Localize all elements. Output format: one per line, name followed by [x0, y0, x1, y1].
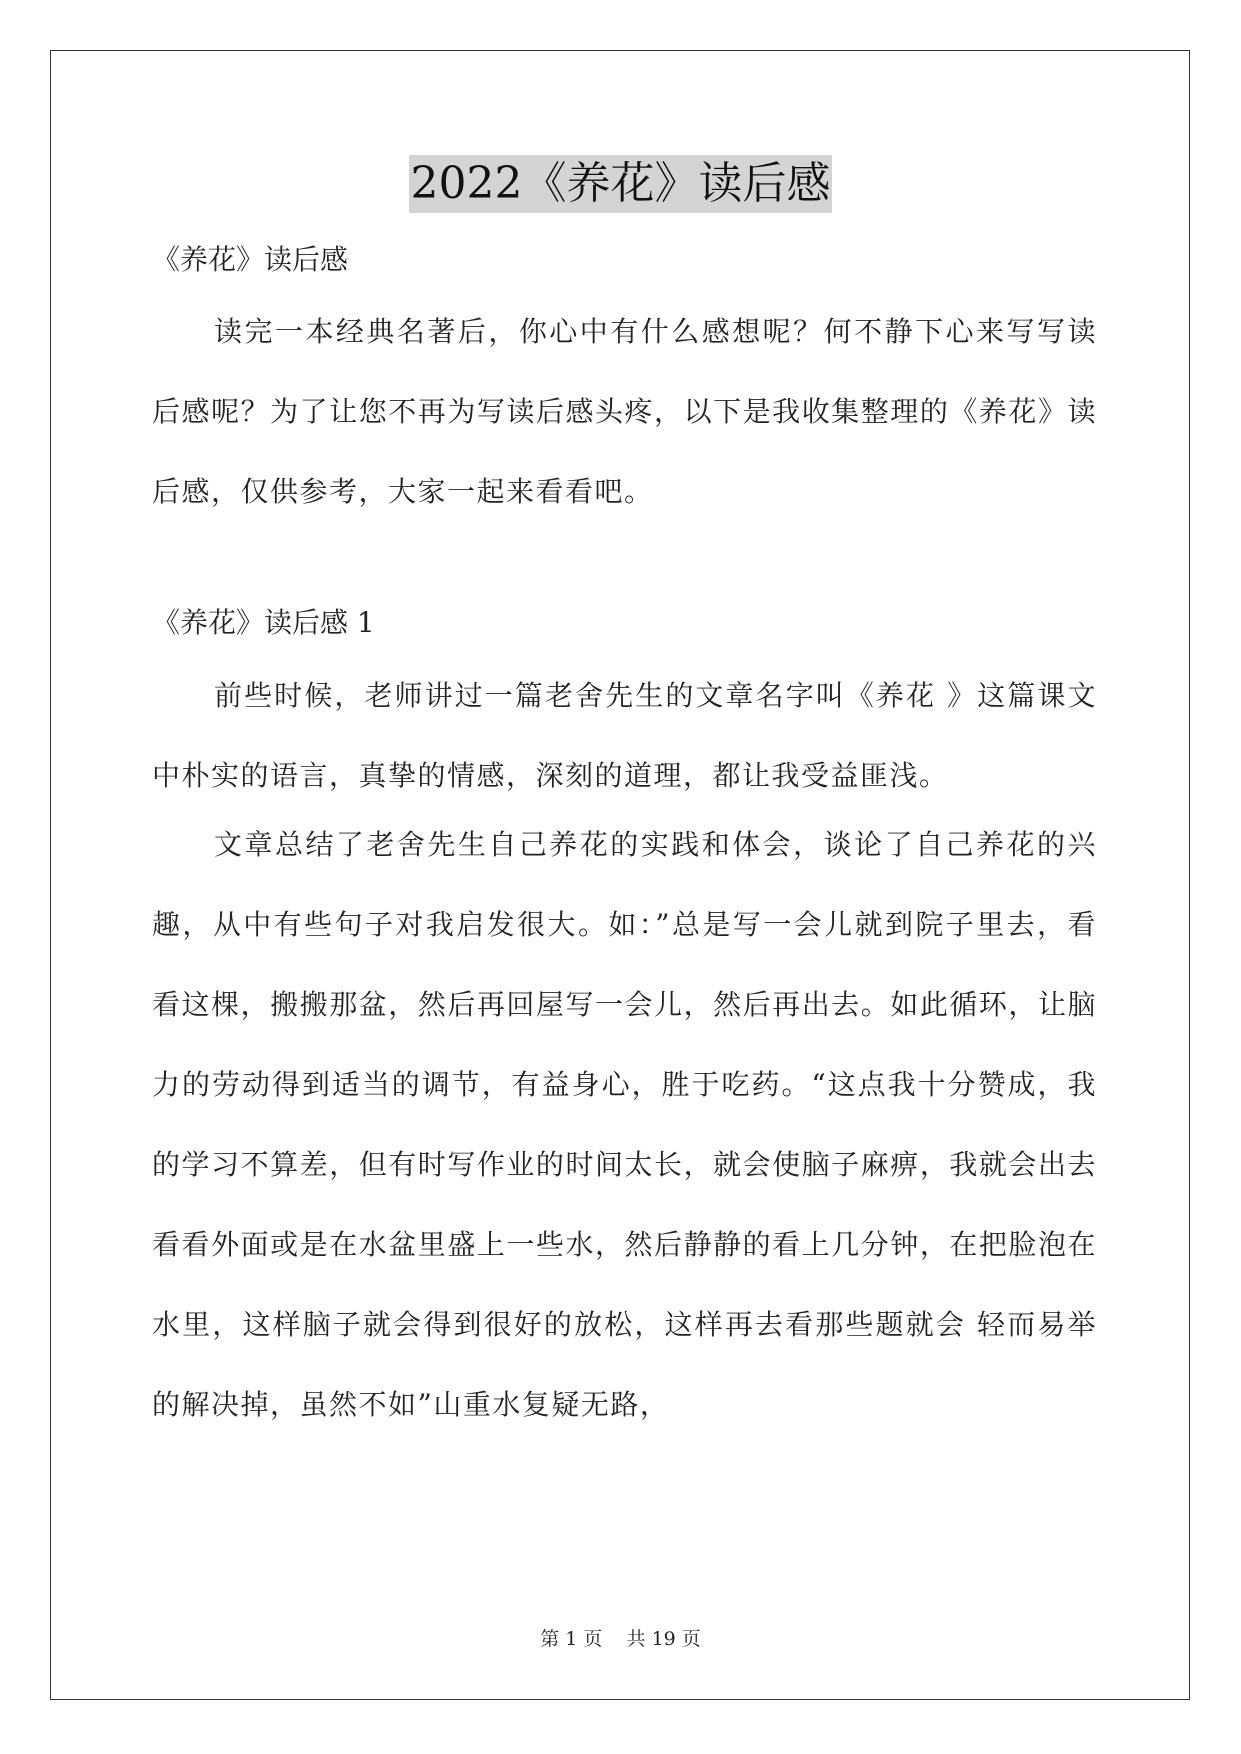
- section1-paragraph-1: 前些时候，老师讲过一篇老舍先生的文章名字叫《养花 》这篇课文中朴实的语言，真挚的情感，深刻的道理，都让我受益匪浅。: [152, 679, 1097, 792]
- intro-heading: 《养花》读后感: [152, 243, 349, 276]
- page-footer: [0, 1625, 1241, 1653]
- section1-heading: 《养花》读后感 1: [152, 606, 375, 639]
- section1-paragraph-2: 文章总结了老舍先生自己养花的实践和体会，谈论了自己养花的兴趣，从中有些句子对我启发很大。如：”总是写一会儿就到院子里去，看看这棵，搬搬那盆，然后再回屋写一会儿，然后再出去。如此循环，让脑力的劳动得到适当的调节，有益身心，胜于吃药。“这点我十分赞成，我的学习不算差，但有时写作业的时间太长，就会使脑子麻痹，我就会出去看看外面或是在水盆里盛上一些水，然后静静的看上几分钟，在把脸泡在水里，这样脑子就会得到很好的放松，这样再去看那些题就会 轻而易举的解决掉，虽然不如”山重水复疑无路，: [152, 828, 1097, 1421]
- page-total: 共 19 页: [626, 1628, 701, 1650]
- title-wrapper: [0, 155, 1241, 213]
- document-title: 2022《养花》读后感: [409, 155, 833, 213]
- footer-spacer: [602, 1628, 626, 1650]
- intro-paragraph: 读完一本经典名著后，你心中有什么感想呢？何不静下心来写写读后感呢？为了让您不再为写读后感头疼，以下是我收集整理的《养花》读后感，仅供参考，大家一起来看看吧。: [152, 315, 1097, 508]
- page-number: 第 1 页: [540, 1628, 603, 1650]
